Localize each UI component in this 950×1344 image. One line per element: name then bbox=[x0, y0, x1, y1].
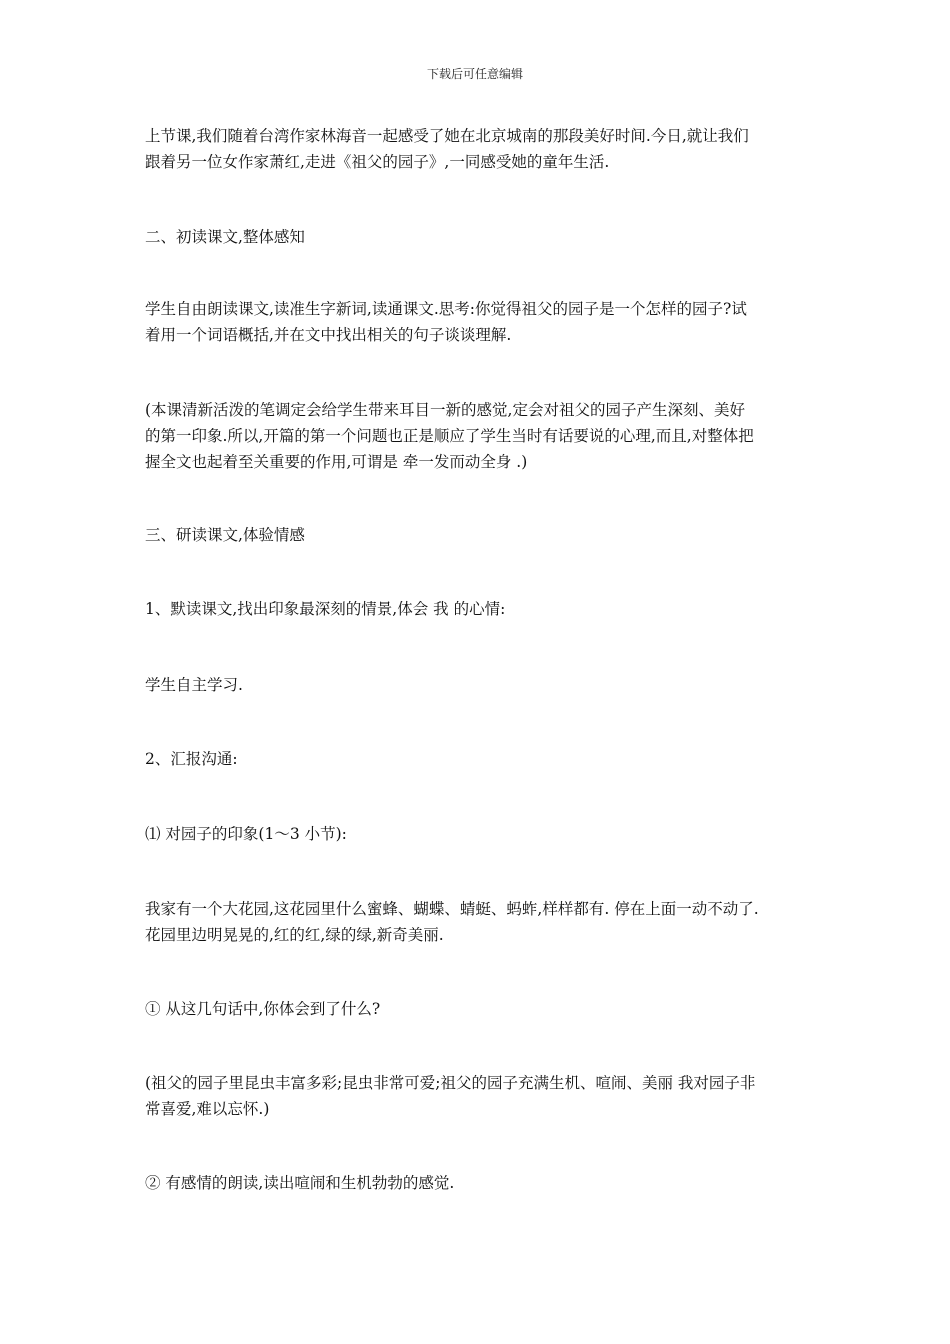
design-note-line-3: 握全文也起着至关重要的作用,可谓是 牵一发而动全身 .) bbox=[145, 453, 528, 471]
question-2 bbox=[145, 1170, 810, 1196]
answer-1-paragraph bbox=[145, 1070, 810, 1122]
reading-task-line-1: 学生自由朗读课文,读准生字新词,读通课文.思考:你觉得祖父的园子是一个怎样的园子?试 bbox=[145, 300, 747, 318]
page-header: 下载后可任意编辑 bbox=[426, 67, 523, 81]
step-1 bbox=[145, 596, 810, 622]
answer-1-line-1: (祖父的园子里昆虫丰富多彩;昆虫非常可爱;祖父的园子充满生机、喧闹、美丽 我对园子非 bbox=[145, 1074, 756, 1092]
section-3-heading-text: 三、研读课文,体验情感 bbox=[145, 526, 305, 544]
quote-paragraph bbox=[145, 896, 810, 948]
design-note-line-1: (本课清新活泼的笔调定会给学生带来耳目一新的感觉,定会对祖父的园子产生深刻、美好 bbox=[145, 401, 745, 419]
self-study-text: 学生自主学习. bbox=[145, 676, 243, 694]
design-note-line-2: 的第一印象.所以,开篇的第一个问题也正是顺应了学生当时有话要说的心理,而且,对整体把 bbox=[145, 427, 754, 445]
step-1-text: 1、默读课文,找出印象最深刻的情景,体会 我 的心情: bbox=[145, 600, 506, 618]
section-3-heading bbox=[145, 522, 810, 548]
question-1-text: ① 从这几句话中,你体会到了什么? bbox=[145, 1000, 381, 1018]
quote-line-2: 花园里边明晃晃的,红的红,绿的绿,新奇美丽. bbox=[145, 926, 444, 944]
intro-paragraph bbox=[145, 123, 810, 175]
sub-item-1 bbox=[145, 821, 810, 847]
answer-1-line-2: 常喜爱,难以忘怀.) bbox=[145, 1100, 270, 1118]
quote-line-1: 我家有一个大花园,这花园里什么蜜蜂、蝴蝶、蜻蜓、蚂蚱,样样都有. 停在上面一动不动了. bbox=[145, 900, 759, 918]
intro-line-2: 跟着另一位女作家萧红,走进《祖父的园子》,一同感受她的童年生活. bbox=[145, 153, 610, 171]
step-2-text: 2、汇报沟通: bbox=[145, 750, 238, 768]
design-note-paragraph bbox=[145, 397, 810, 475]
sub-item-1-text: ⑴ 对园子的印象(1～3 小节): bbox=[145, 825, 347, 843]
reading-task-line-2: 着用一个词语概括,并在文中找出相关的句子谈谈理解. bbox=[145, 326, 512, 344]
step-2 bbox=[145, 746, 810, 772]
section-2-heading-text: 二、初读课文,整体感知 bbox=[145, 228, 305, 246]
self-study bbox=[145, 672, 810, 698]
reading-task-paragraph bbox=[145, 296, 810, 348]
question-1 bbox=[145, 996, 810, 1022]
section-2-heading bbox=[145, 224, 810, 250]
intro-line-1: 上节课,我们随着台湾作家林海音一起感受了她在北京城南的那段美好时间.今日,就让我们 bbox=[145, 127, 749, 145]
question-2-text: ② 有感情的朗读,读出喧闹和生机勃勃的感觉. bbox=[145, 1174, 455, 1192]
